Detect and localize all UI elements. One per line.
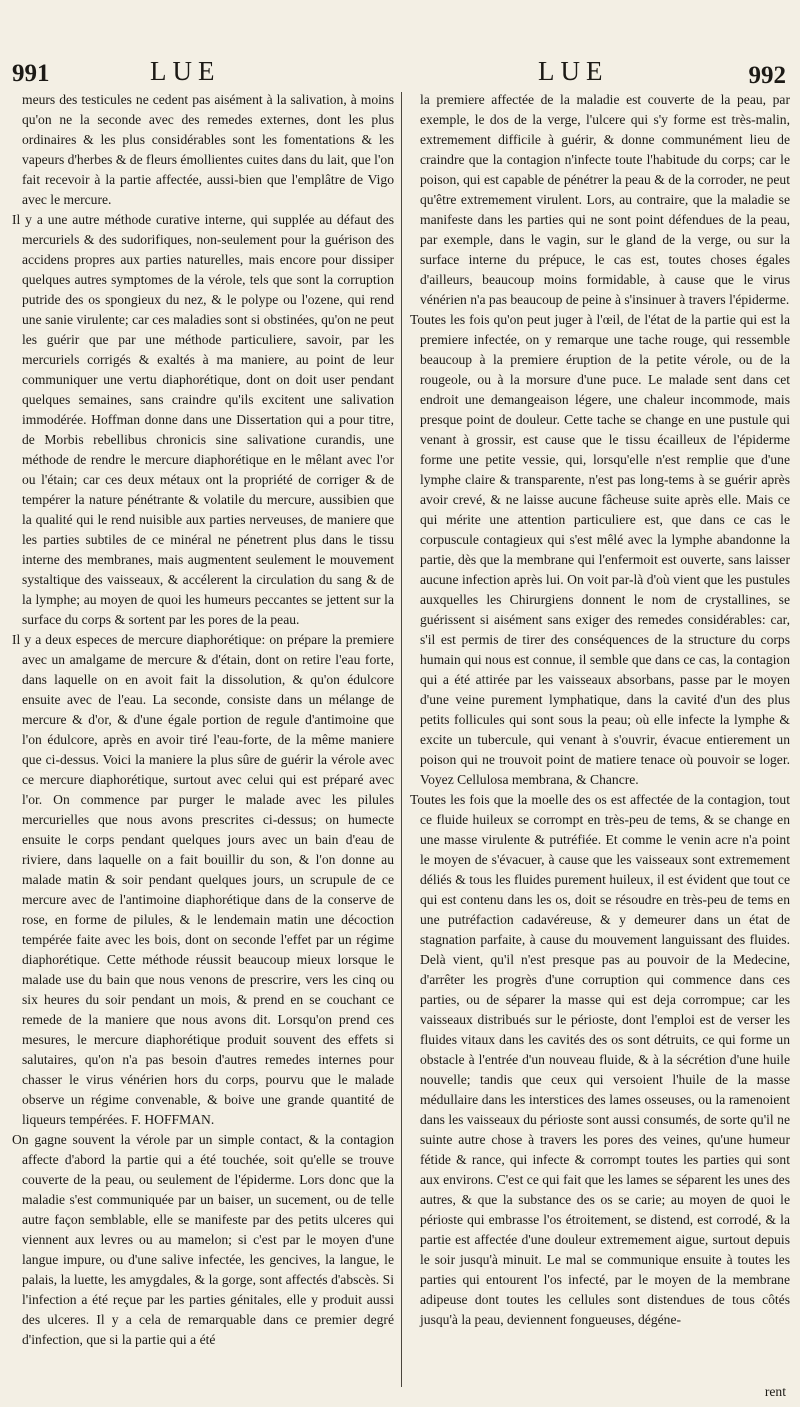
paragraph: Toutes les fois qu'on peut juger à l'œil, de l'état de la partie qui est la premiere infectée, on y remarque une tache rouge, qui ressemble beaucoup à la premiere éruption de la petite vérole, ou de la rougeole, ou à la morsure d'une puce. Le malade sent dans cet endroit une demangeaison légere, une chaleur incommode, mais presque point de douleur. Cette tache se change en une pustule qui venant à grossir, est cause que le tissu écailleux de l'épiderme forme une petite vessie, qui, lorsqu'elle n'est remplie que d'une lymphe claire & transparente, n'est pas long-tems à se guérir après avoir crevé, & ne laisse aucune fâcheuse suite après elle. Mais ce qui mérite une attention particuliere est, que dans ce cas le corpuscule contagieux qui s'est mêlé avec la lymphe abandonne la partie, dès que la membrane qui l'enfermoit est ouverte, sans laisser aucune infection après lui. On voit par-là d'où vient que les pustules auxquelles les Chirurgiens donnent le nom de crystallines, se guérissent si aisément sans exiger des remedes considérables: car, s'il est permis de tirer des conséquences de la structure du corps humain qui nous est connue, il semble que dans ce cas, la contagion qui a été attirée par les vaisseaux absorbans, passe par le moyen d'une veine purement lymphatique, dans la cavité d'un des plus petits follicules qui sont sous la peau; où elle infecte la lymphe & excite un tubercule, qui venant à s'ouvrir, évacue entierement un poison qui ne trouvoit point de matiere tenace où pouvoir se loger. Voyez Cellulosa membrana, & Chancre.	[410, 312, 790, 787]
paragraph: Toutes les fois que la moelle des os est affectée de la contagion, tout ce fluide huileux se corrompt en très-peu de tems, & se change en une masse virulente & putréfiée. Et comme le venin acre n'a point le moyen de s'évacuer, à cause que les vaisseaux sont extremement déliés & tous les fluides purement huileux, il est évident que tout ce qui est contenu dans les os, doit se résoudre en très-peu de tems en une putréfaction cadavéreuse, & y demeurer dans un état de stagnation parfaite, à cause du mouvement languissant des fluides. Delà vient, qu'il n'est presque pas au pouvoir de la Medecine, d'arrêter les progrès d'une corruption qui commence dans ces parties, ou de séparer la masse qui est deja corrompue; car les vaisseaux distribués sur le périoste, dont l'emploi est de verser les fluides vitaux dans les cavités des os sont détruits, ce qui forme un obstacle à l'entrée d'un nouveau fluide, & à la sécrétion d'une huile nouvelle; tandis que ceux qui versoient l'huile de la masse médullaire dans les interstices des lames osseuses, ou la ramenoient dans les vaisseaux du périoste sont aussi consumés, de sorte qu'il ne suinte autre chose à travers les pores des veines, qu'une humeur fétide & rance, qui infecte & corrompt toutes les parties qui sont aux environs. C'est ce qui fait que les lames se séparent les unes des autres, & que la substance des os se carie; au moyen de quoi le périoste qui embrasse l'os étroitement, se distend, est corrodé, & la partie est affectée d'une douleur extremement aigue, surtout depuis le soir jusqu'à minuit. Le mal se communique ensuite à toutes les parties qui entourent l'os infecté, par le moyen de la membrane adipeuse dont toutes les cellules sont distendues de tous côtés jusqu'à la peau, deviennent fongueuses, dégéne-	[410, 792, 790, 1327]
left-text-column	[12, 90, 394, 1390]
paragraph: Il y a une autre méthode curative interne, qui supplée au défaut des mercuriels & des sudorifiques, non-seulement pour la guérison des accidens propres aux parties naturelles, mais encore pour dissiper quelques autres symptomes de la vérole, tels que sont la corruption putride des os spongieux du nez, & le polype ou l'ozene, qui rend une sanie virulente; car ces maladies sont si obstinées, qu'on ne peut les guérir que par une méthode particuliere, savoir, par les mercuriels corrigés & exaltés à ma maniere, au point de leur communiquer une vertu diaphorétique, dont on doit user pendant quelques semaines, sans craindre qu'ils excitent une salivation immodérée. Hoffman donne dans une Dissertation qui a pour titre, de Morbis rebellibus chronicis sine salivatione curandis, une méthode de rendre le mercure diaphorétique en le mêlant avec l'or ou l'étain; car ces deux métaux ont la propriété de corriger & de tempérer la nature pénétrante & volatile du mercure, aussibien que la qualité qui le rend nuisible aux parties nerveuses, de maniere que les parties subtiles de ce minéral ne pénetrent plus dans le tissu interne des membranes, mais augmentent seulement le mouvement systaltique des vaisseaux, & accélerent la circulation du sang & de la lymphe; au moyen de quoi les humeurs peccantes se jettent sur la surface du corps & sortent par les pores de la peau.	[12, 212, 394, 627]
paragraph: On gagne souvent la vérole par un simple contact, & la contagion affecte d'abord la partie qui a été touchée, soit qu'elle se trouve couverte de la peau, ou seulement de l'épiderme. Lors donc que la maladie s'est communiquée par un baiser, un sucement, ou de telle autre façon semblable, elle se manifeste par des petits ulceres qui viennent aux levres ou au mamelon; si c'est par le moyen d'une langue impure, ou d'une salive infectée, les gencives, la langue, le palais, la luette, les amygdales, & la gorge, sont affectés d'abscès. Si l'infection a été reçue par les parties génitales, elle y produit aussi des ulceres. Il y a cela de remarquable dans ce premier degré d'infection, que si la partie qui a été	[12, 1132, 394, 1347]
right-running-headword: LUE	[538, 56, 609, 86]
right-page-number: 992	[748, 62, 786, 89]
paragraph: la premiere affectée de la maladie est couverte de la peau, par exemple, le dos de la verge, l'ulcere qui s'y forme est très-malin, extremement difficile à guérir, & donne communément lieu de craindre que la contagion n'infecte toute l'habitude du corps; car le poison, qui est capable de pénétrer la peau & de la corroder, ne peut qu'être extremement virulent. Lors, au contraire, que la maladie se manifeste dans les parties qui ne sont point défendues de la peau, par exemple, dans le vagin, sur le gland de la verge, ou sur la surface interne du prépuce, le cas est, toutes choses égales d'ailleurs, beaucoup moins formidable, à cause que le virus vénérien n'a pas beaucoup de peine à s'insinuer à travers l'épiderme.	[420, 92, 790, 307]
catchword: rent	[764, 1384, 786, 1399]
left-running-headword: LUE	[150, 56, 221, 86]
running-header	[0, 54, 800, 90]
column-divider	[401, 92, 402, 1387]
paragraph: Il y a deux especes de mercure diaphorétique: on prépare la premiere avec un amalgame de mercure & d'étain, dont on retire l'eau forte, dans laquelle on en avoit fait la dissolution, & qu'on édulcore ensuite avec de l'eau. La seconde, consiste dans un mélange de mercure & d'or, & d'une égale portion de regule d'antimoine que l'on édulcore, après en avoir tiré l'eau-forte, de la même maniere que ci-dessus. Voici la maniere la plus sûre de guérir la vérole avec ce mercure diaphorétique, surtout avec celui qui est préparé avec l'or. On commence par purger le malade avec les pilules mercurielles que nous avons prescrites ci-dessus; on humecte ensuite le corps pendant quelques jours avec un bain d'eau de riviere, dans laquelle on a fait bouillir du son, & l'on donne au malade matin & soir pendant quelques jours, un scrupule de ce mercure avec de l'antimoine diaphorétique dans de la conserve de rose, en forme de pilules, & le lendemain matin une décoction tempérée faite avec les bois, dont on seconde l'effet par un régime diaphorétique. Cette méthode réussit beaucoup mieux lorsque le malade use du bain que nous venons de prescrire, vers les cinq ou six heures du soir pendant un mois, & prend en se couchant ce remede de la maniere que nous avons dit. Lorsqu'on prend ces mesures, le mercure diaphorétique produit souvent des effets si salutaires, qu'on n'a pas besoin d'autres remedes internes pour chasser le virus vénérien hors du corps, pourvu que le malade observe un régime convenable, & boive une grande quantité de liqueurs tempérées. F. HOFFMAN.	[12, 632, 394, 1127]
paragraph: meurs des testicules ne cedent pas aisément à la salivation, à moins qu'on ne la seconde avec des remedes externes, dont les plus ordinaires & les plus considérables sont les fomentations & les vapeurs d'herbes & de fleurs émollientes cuites dans du lait, que l'on fait recevoir à la partie affectée, aussi-bien que l'emplâtre de Vigo avec le mercure.	[22, 92, 394, 207]
right-text-column	[410, 90, 790, 1390]
left-page-number: 991	[12, 60, 50, 87]
